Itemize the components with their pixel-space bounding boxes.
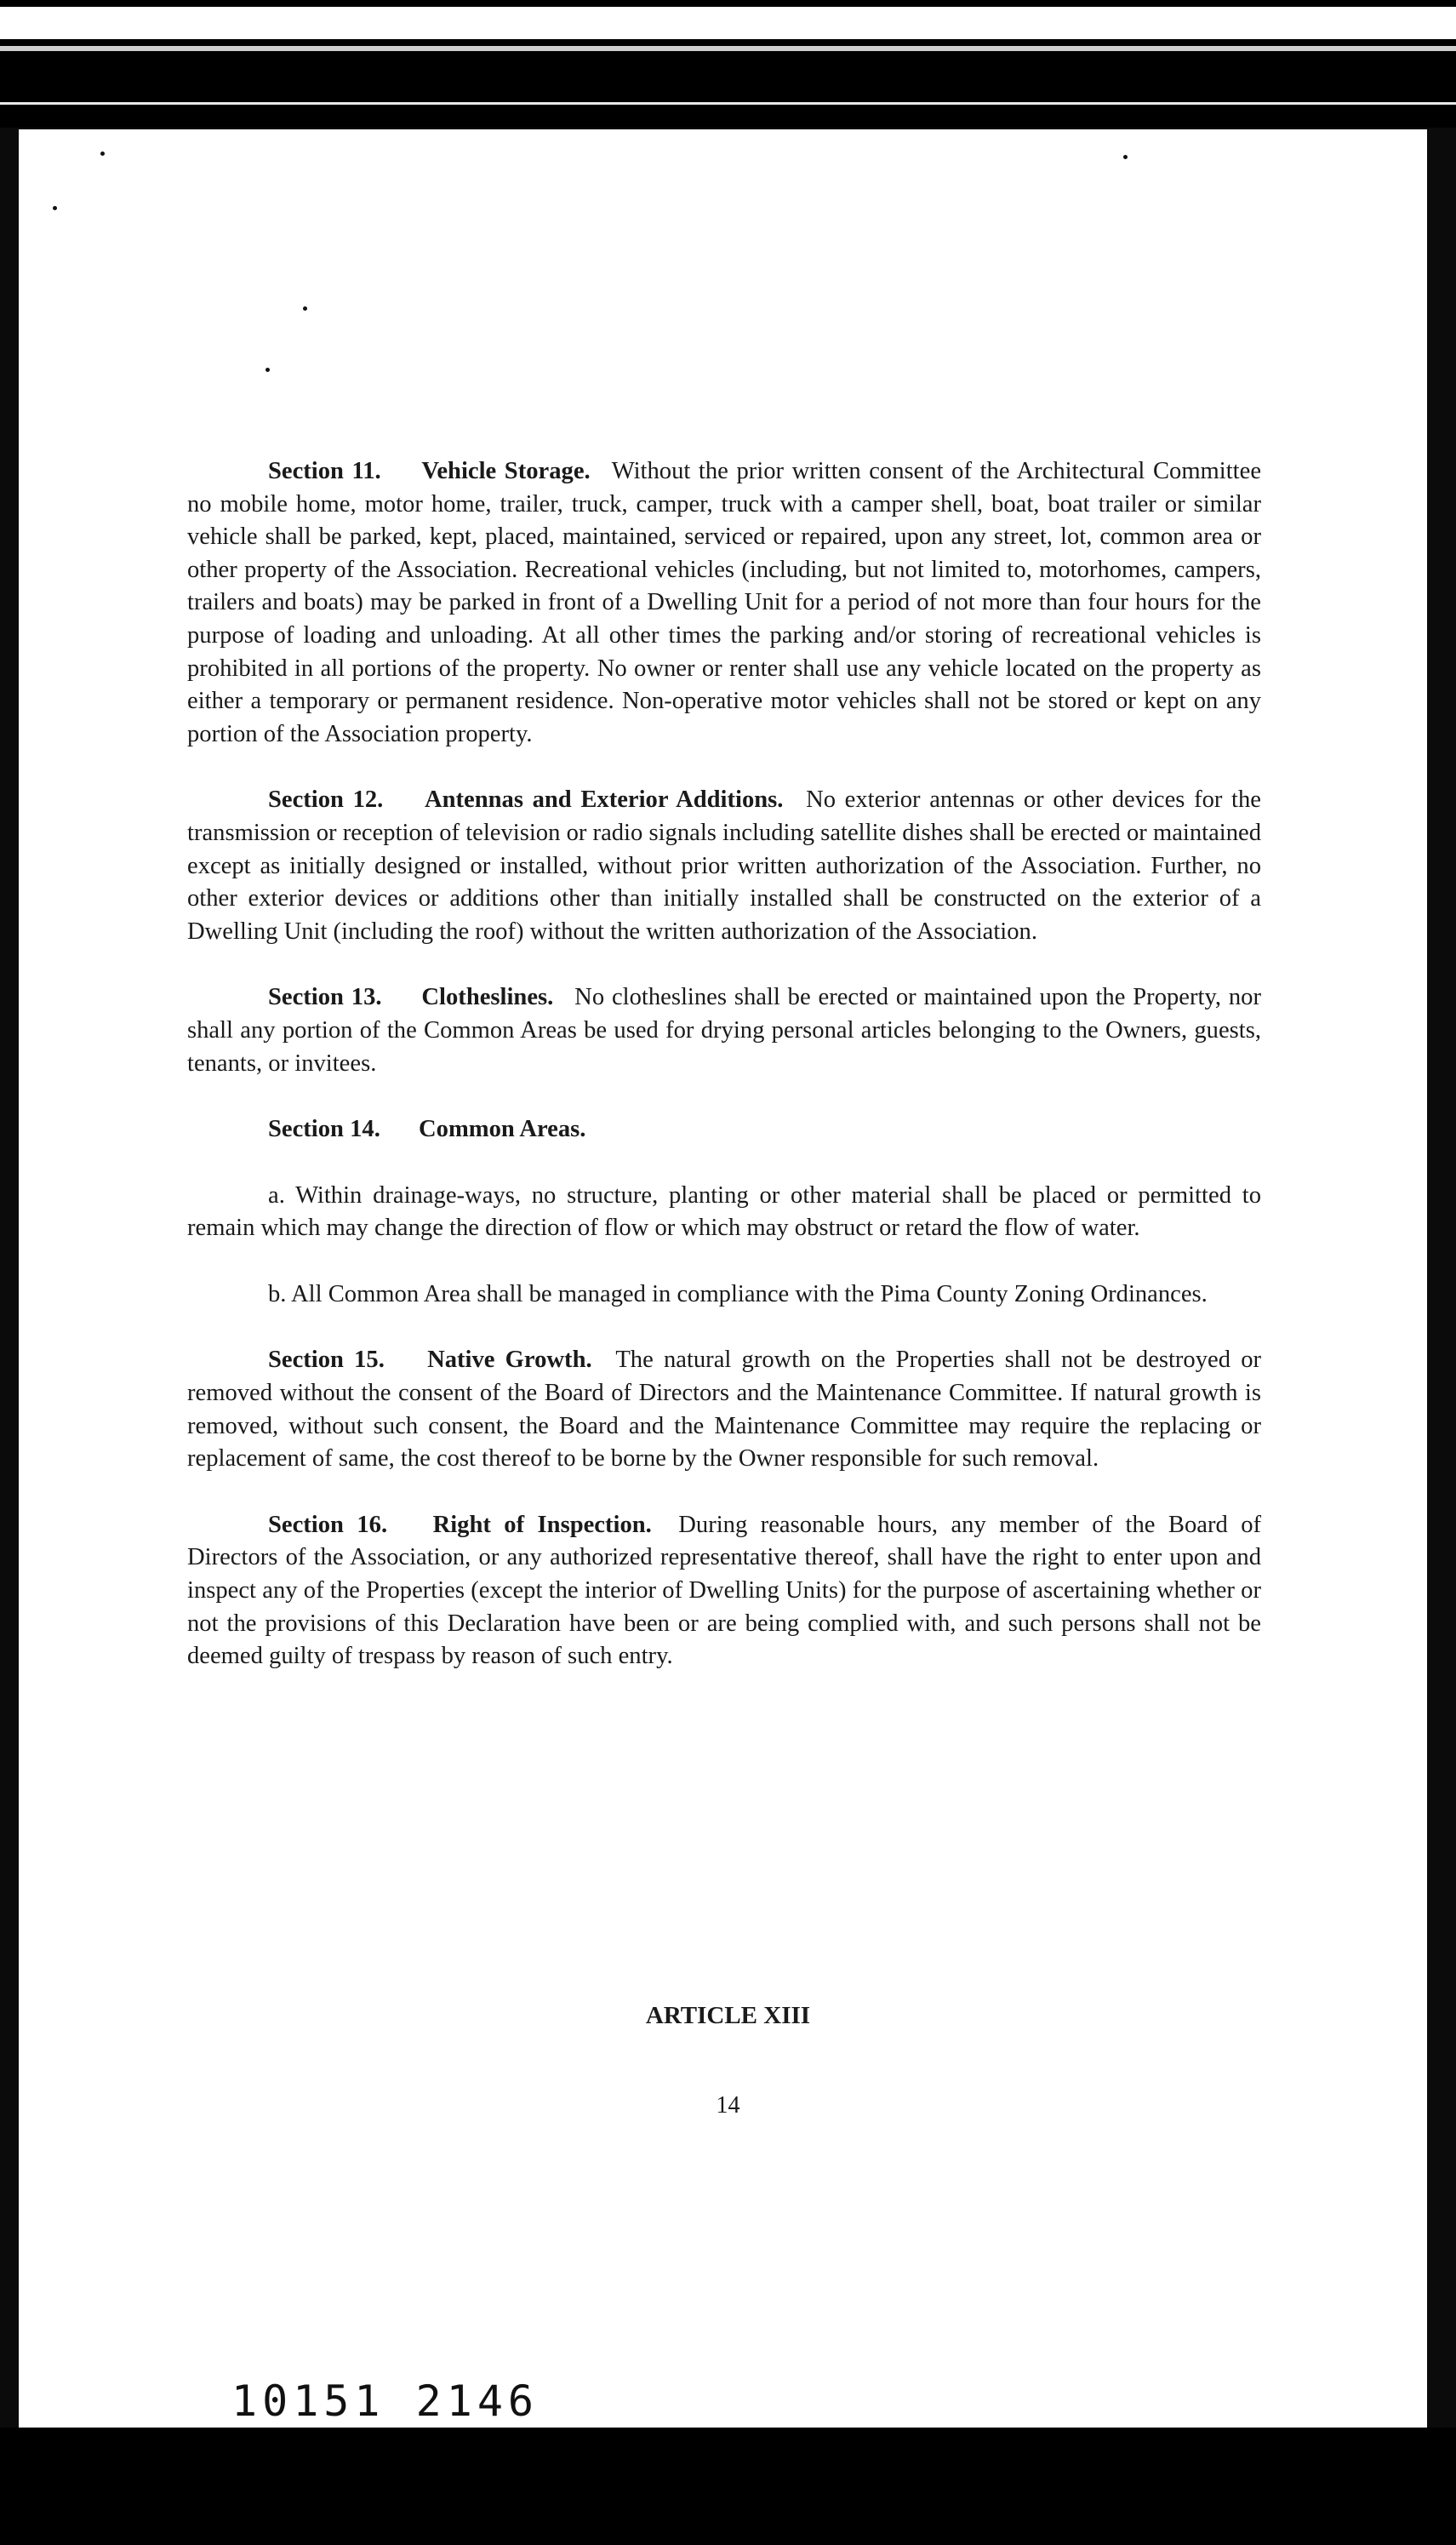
section-number: Section 13.	[268, 984, 382, 1011]
section-number: Section 11.	[268, 458, 381, 484]
section-title: Antennas and Exterior Additions.	[424, 786, 784, 814]
section-15	[187, 1344, 1261, 1475]
scan-speck	[100, 152, 105, 156]
section-title: Vehicle Storage.	[421, 458, 591, 484]
scan-stripe	[0, 7, 1456, 39]
page-number: 14	[716, 2092, 740, 2119]
scan-line	[0, 102, 1456, 105]
section-title: Common Areas.	[419, 1116, 586, 1143]
scan-speck	[53, 206, 57, 210]
section-14	[187, 1113, 1261, 1147]
section-13	[187, 981, 1261, 1080]
section-body: No exterior antennas or other devices for the transmission or reception of television or radio signals including satellite dishes shall be erected or maintained except as initially designed or installed, without prior written authorization of the Association. Further, no other exterior devices or additions other than initially installed shall be constructed on the exterior of a Dwelling Unit (including the roof) without the written authorization of the Association.	[187, 786, 1261, 945]
section-14-item-b: b. All Common Area shall be managed in compliance with the Pima County Zoning Ordinances.	[268, 1280, 1208, 1307]
article-heading: ARTICLE XIII	[645, 2002, 811, 2029]
section-number: Section 14.	[268, 1116, 380, 1143]
scan-stripe	[0, 46, 1456, 51]
scan-speck	[266, 368, 270, 372]
scan-speck	[1123, 155, 1128, 159]
section-number: Section 16.	[268, 1511, 388, 1538]
section-14-item-a: a. Within drainage-ways, no structure, planting or other material shall be placed or permitted to remain which may change the direction of flow or which may obstruct or retard the flow of water.	[187, 1181, 1261, 1242]
section-16	[187, 1509, 1261, 1673]
section-number: Section 15.	[268, 1347, 385, 1374]
section-11	[187, 455, 1261, 751]
section-title: Clotheslines.	[421, 984, 554, 1011]
section-body: During reasonable hours, any member of the Board of Directors of the Association, or any authorized representative thereof, shall have the right to enter upon and inspect any of the Properties (except the interior of Dwelling Units) for the purpose of ascertaining whether or not the provisions of this Declaration have been or are being complied with, and such persons shall not be deemed guilty of trespass by reason of such entry.	[187, 1511, 1262, 1670]
section-12	[187, 784, 1261, 948]
scan-speck	[303, 306, 307, 311]
section-title: Native Growth.	[427, 1347, 592, 1374]
document-body	[187, 455, 1261, 1707]
recording-stamp: 10151 2146	[231, 2376, 540, 2426]
section-title: Right of Inspection.	[432, 1511, 652, 1538]
section-number: Section 12.	[268, 786, 384, 814]
scan-top-border	[0, 0, 1456, 128]
section-body: No clotheslines shall be erected or maintained upon the Property, nor shall any portion of the Common Areas be used for drying personal articles belonging to the Owners, guests, tenants, or invitees.	[187, 984, 1261, 1077]
section-body: The natural growth on the Properties shall not be destroyed or removed without the consent of the Board of Directors and the Maintenance Committee. If natural growth is removed, without such consent, the Board and the Maintenance Committee may require the replacing or replacement of same, the cost thereof to be borne by the Owner responsible for such removal.	[187, 1347, 1262, 1473]
scan-bottom-border	[0, 2428, 1456, 2545]
section-body: Without the prior written consent of the Architectural Committee no mobile home, motor home, trailer, truck, camper, truck with a camper shell, boat, boat trailer or similar vehicle shall be parked, kept, placed, maintained, serviced or repaired, upon any street, lot, common area or other property of the Association. Recreational vehicles (including, but not limited to, motorhomes, campers, trailers and boats) may be parked in front of a Dwelling Unit for a period of not more than four hours for the purpose of loading and unloading. At all other times the parking and/or storing of recreational vehicles is prohibited in all portions of the property. No owner or renter shall use any vehicle located on the property as either a temporary or permanent residence. Non-operative motor vehicles shall not be stored or kept on any portion of the Association property.	[187, 458, 1262, 747]
